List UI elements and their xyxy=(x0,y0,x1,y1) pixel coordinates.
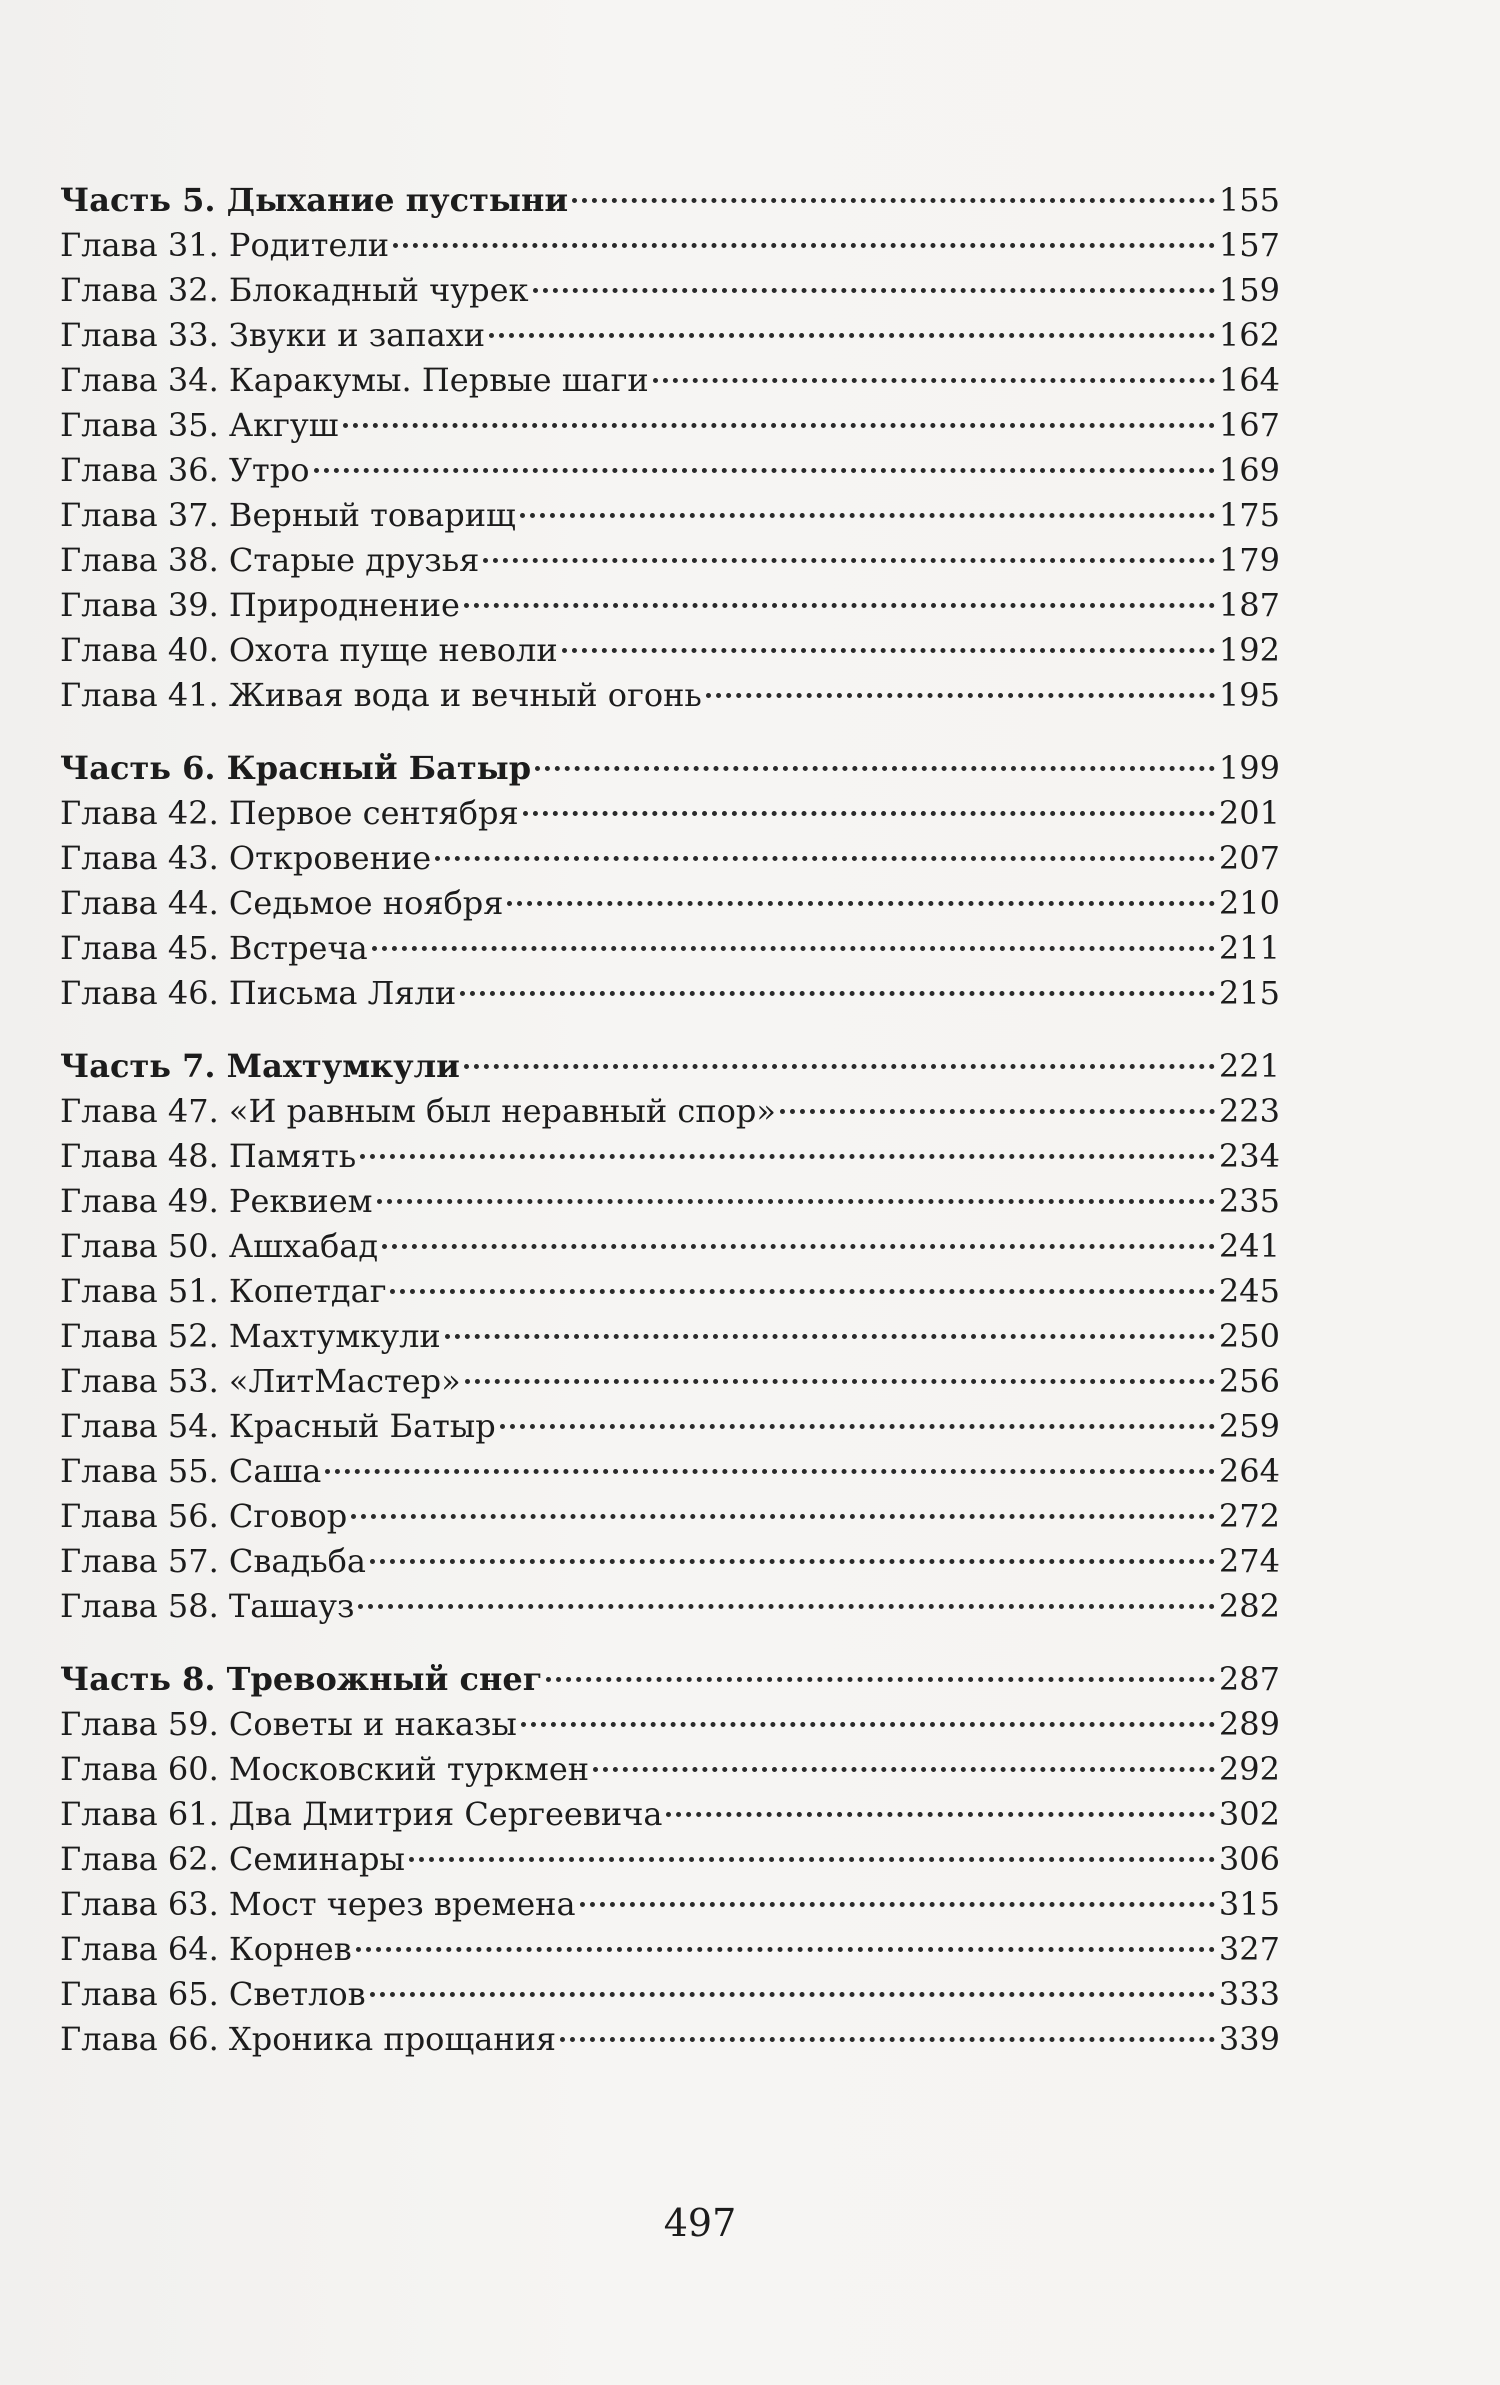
chapter-title: Глава 66. Хроника прощания xyxy=(60,2020,557,2058)
toc-chapter-entry xyxy=(60,493,1280,538)
toc-chapter-entry xyxy=(60,1702,1280,1747)
toc-chapter-entry xyxy=(60,1747,1280,1792)
page-number: 497 xyxy=(663,2201,737,2245)
page-ref: 234 xyxy=(1218,1137,1280,1175)
chapter-title: Глава 40. Охота пуще неволи xyxy=(60,631,558,669)
dot-leader xyxy=(593,1767,1215,1772)
toc-chapter-entry xyxy=(60,926,1280,971)
page-ref: 179 xyxy=(1218,541,1280,579)
dot-leader xyxy=(372,946,1215,951)
chapter-title: Глава 55. Саша xyxy=(60,1452,322,1490)
chapter-title: Глава 33. Звуки и запахи xyxy=(60,316,486,354)
dot-leader xyxy=(370,1559,1215,1564)
dot-leader xyxy=(464,1064,1215,1069)
dot-leader xyxy=(523,811,1215,816)
dot-leader xyxy=(325,1469,1215,1474)
page-ref: 315 xyxy=(1218,1885,1280,1923)
page-ref: 250 xyxy=(1218,1317,1280,1355)
chapter-title: Глава 49. Реквием xyxy=(60,1182,373,1220)
toc-part-entry xyxy=(60,178,1280,223)
page-ref: 282 xyxy=(1218,1587,1280,1625)
page-ref: 235 xyxy=(1218,1182,1280,1220)
toc-chapter-entry xyxy=(60,403,1280,448)
page-ref: 302 xyxy=(1218,1795,1280,1833)
dot-leader xyxy=(465,1379,1215,1384)
toc-chapter-entry xyxy=(60,448,1280,493)
dot-leader xyxy=(562,648,1215,653)
toc-section xyxy=(60,1657,1280,2062)
toc-chapter-entry xyxy=(60,313,1280,358)
chapter-title: Глава 51. Копетдаг xyxy=(60,1272,387,1310)
toc-chapter-entry xyxy=(60,836,1280,881)
dot-leader xyxy=(464,603,1215,608)
page-ref: 274 xyxy=(1218,1542,1280,1580)
page-ref: 339 xyxy=(1218,2020,1280,2058)
dot-leader xyxy=(483,558,1215,563)
chapter-title: Глава 54. Красный Батыр xyxy=(60,1407,496,1445)
part-title: Часть 5. Дыхание пустыни xyxy=(60,181,569,219)
chapter-title: Глава 39. Природнение xyxy=(60,586,460,624)
page-ref: 167 xyxy=(1218,406,1280,444)
dot-leader xyxy=(706,693,1215,698)
toc-chapter-entry xyxy=(60,1404,1280,1449)
toc-chapter-entry xyxy=(60,971,1280,1016)
page-ref: 199 xyxy=(1218,749,1280,787)
chapter-title: Глава 34. Каракумы. Первые шаги xyxy=(60,361,649,399)
page-ref: 259 xyxy=(1218,1407,1280,1445)
toc-chapter-entry xyxy=(60,628,1280,673)
toc-chapter-entry xyxy=(60,673,1280,718)
chapter-title: Глава 42. Первое сентября xyxy=(60,794,519,832)
dot-leader xyxy=(351,1514,1215,1519)
dot-leader xyxy=(533,288,1215,293)
chapter-title: Глава 58. Ташауз xyxy=(60,1587,355,1625)
toc-chapter-entry xyxy=(60,223,1280,268)
chapter-title: Глава 57. Свадьба xyxy=(60,1542,366,1580)
page-ref: 192 xyxy=(1218,631,1280,669)
dot-leader xyxy=(489,333,1215,338)
chapter-title: Глава 63. Мост через времена xyxy=(60,1885,576,1923)
dot-leader xyxy=(445,1334,1215,1339)
toc-chapter-entry xyxy=(60,1494,1280,1539)
toc-chapter-entry xyxy=(60,1134,1280,1179)
page-ref: 289 xyxy=(1218,1705,1280,1743)
toc-chapter-entry xyxy=(60,1539,1280,1584)
page-ref: 264 xyxy=(1218,1452,1280,1490)
toc-chapter-entry xyxy=(60,1837,1280,1882)
toc-chapter-entry xyxy=(60,1449,1280,1494)
toc-section xyxy=(60,746,1280,1016)
chapter-title: Глава 44. Седьмое ноября xyxy=(60,884,504,922)
page-ref: 292 xyxy=(1218,1750,1280,1788)
dot-leader xyxy=(535,766,1215,771)
toc-chapter-entry xyxy=(60,1359,1280,1404)
page-ref: 241 xyxy=(1218,1227,1280,1265)
chapter-title: Глава 50. Ашхабад xyxy=(60,1227,379,1265)
chapter-title: Глава 65. Светлов xyxy=(60,1975,366,2013)
page-ref: 164 xyxy=(1218,361,1280,399)
toc-section xyxy=(60,178,1280,718)
toc-section xyxy=(60,1044,1280,1629)
toc-chapter-entry xyxy=(60,1224,1280,1269)
page-ref: 162 xyxy=(1218,316,1280,354)
dot-leader xyxy=(572,198,1215,203)
chapter-title: Глава 31. Родители xyxy=(60,226,390,264)
page-ref: 256 xyxy=(1218,1362,1280,1400)
dot-leader xyxy=(435,856,1215,861)
dot-leader xyxy=(546,1677,1215,1682)
chapter-title: Глава 60. Московский туркмен xyxy=(60,1750,590,1788)
part-title: Часть 7. Махтумкули xyxy=(60,1047,460,1085)
dot-leader xyxy=(520,513,1215,518)
toc-chapter-entry xyxy=(60,1584,1280,1629)
chapter-title: Глава 53. «ЛитМастер» xyxy=(60,1362,461,1400)
dot-leader xyxy=(382,1244,1215,1249)
toc-chapter-entry xyxy=(60,538,1280,583)
page-ref: 287 xyxy=(1218,1660,1280,1698)
toc-part-entry xyxy=(60,746,1280,791)
toc-chapter-entry xyxy=(60,1927,1280,1972)
chapter-title: Глава 37. Верный товарищ xyxy=(60,496,516,534)
chapter-title: Глава 52. Махтумкули xyxy=(60,1317,441,1355)
chapter-title: Глава 56. Сговор xyxy=(60,1497,348,1535)
page-ref: 201 xyxy=(1218,794,1280,832)
page-ref: 272 xyxy=(1218,1497,1280,1535)
dot-leader xyxy=(666,1812,1214,1817)
toc-chapter-entry xyxy=(60,358,1280,403)
dot-leader xyxy=(560,2037,1215,2042)
page-ref: 207 xyxy=(1218,839,1280,877)
page-ref: 215 xyxy=(1218,974,1280,1012)
dot-leader xyxy=(521,1722,1215,1727)
toc-part-entry xyxy=(60,1657,1280,1702)
page-ref: 159 xyxy=(1218,271,1280,309)
toc-chapter-entry xyxy=(60,1972,1280,2017)
chapter-title: Глава 32. Блокадный чурек xyxy=(60,271,529,309)
page-ref: 157 xyxy=(1218,226,1280,264)
chapter-title: Глава 43. Откровение xyxy=(60,839,432,877)
dot-leader xyxy=(358,1604,1214,1609)
page-ref: 195 xyxy=(1218,676,1280,714)
toc-chapter-entry xyxy=(60,791,1280,836)
chapter-title: Глава 38. Старые друзья xyxy=(60,541,480,579)
chapter-title: Глава 45. Встреча xyxy=(60,929,368,967)
dot-leader xyxy=(653,378,1215,383)
dot-leader xyxy=(343,423,1215,428)
chapter-title: Глава 61. Два Дмитрия Сергеевича xyxy=(60,1795,663,1833)
toc-chapter-entry xyxy=(60,1792,1280,1837)
chapter-title: Глава 46. Письма Ляли xyxy=(60,974,457,1012)
chapter-title: Глава 48. Память xyxy=(60,1137,357,1175)
page-ref: 187 xyxy=(1218,586,1280,624)
chapter-title: Глава 47. «И равным был неравный спор» xyxy=(60,1092,776,1130)
chapter-title: Глава 36. Утро xyxy=(60,451,310,489)
dot-leader xyxy=(370,1992,1215,1997)
dot-leader xyxy=(377,1199,1215,1204)
toc-chapter-entry xyxy=(60,2017,1280,2062)
dot-leader xyxy=(460,991,1215,996)
toc-chapter-entry xyxy=(60,1089,1280,1134)
dot-leader xyxy=(780,1109,1215,1114)
dot-leader xyxy=(409,1857,1215,1862)
page-ref: 175 xyxy=(1218,496,1280,534)
page-ref: 333 xyxy=(1218,1975,1280,2013)
toc-part-entry xyxy=(60,1044,1280,1089)
page-ref: 211 xyxy=(1218,929,1280,967)
dot-leader xyxy=(500,1424,1215,1429)
toc-chapter-entry xyxy=(60,881,1280,926)
dot-leader xyxy=(390,1289,1214,1294)
dot-leader xyxy=(314,468,1215,473)
dot-leader xyxy=(580,1902,1215,1907)
page-ref: 245 xyxy=(1218,1272,1280,1310)
dot-leader xyxy=(360,1154,1215,1159)
dot-leader xyxy=(356,1947,1215,1952)
toc-chapter-entry xyxy=(60,583,1280,628)
page-ref: 210 xyxy=(1218,884,1280,922)
page-ref: 169 xyxy=(1218,451,1280,489)
chapter-title: Глава 41. Живая вода и вечный огонь xyxy=(60,676,702,714)
page-ref: 155 xyxy=(1218,181,1280,219)
toc-chapter-entry xyxy=(60,1269,1280,1314)
toc-chapter-entry xyxy=(60,268,1280,313)
table-of-contents xyxy=(60,178,1280,2090)
chapter-title: Глава 59. Советы и наказы xyxy=(60,1705,517,1743)
toc-chapter-entry xyxy=(60,1179,1280,1224)
chapter-title: Глава 64. Корнев xyxy=(60,1930,352,1968)
toc-chapter-entry xyxy=(60,1882,1280,1927)
dot-leader xyxy=(393,243,1215,248)
part-title: Часть 6. Красный Батыр xyxy=(60,749,532,787)
page-ref: 221 xyxy=(1218,1047,1280,1085)
toc-chapter-entry xyxy=(60,1314,1280,1359)
dot-leader xyxy=(507,901,1214,906)
chapter-title: Глава 35. Акгуш xyxy=(60,406,339,444)
page-ref: 223 xyxy=(1218,1092,1280,1130)
chapter-title: Глава 62. Семинары xyxy=(60,1840,405,1878)
page-ref: 327 xyxy=(1218,1930,1280,1968)
page-ref: 306 xyxy=(1218,1840,1280,1878)
part-title: Часть 8. Тревожный снег xyxy=(60,1660,543,1698)
